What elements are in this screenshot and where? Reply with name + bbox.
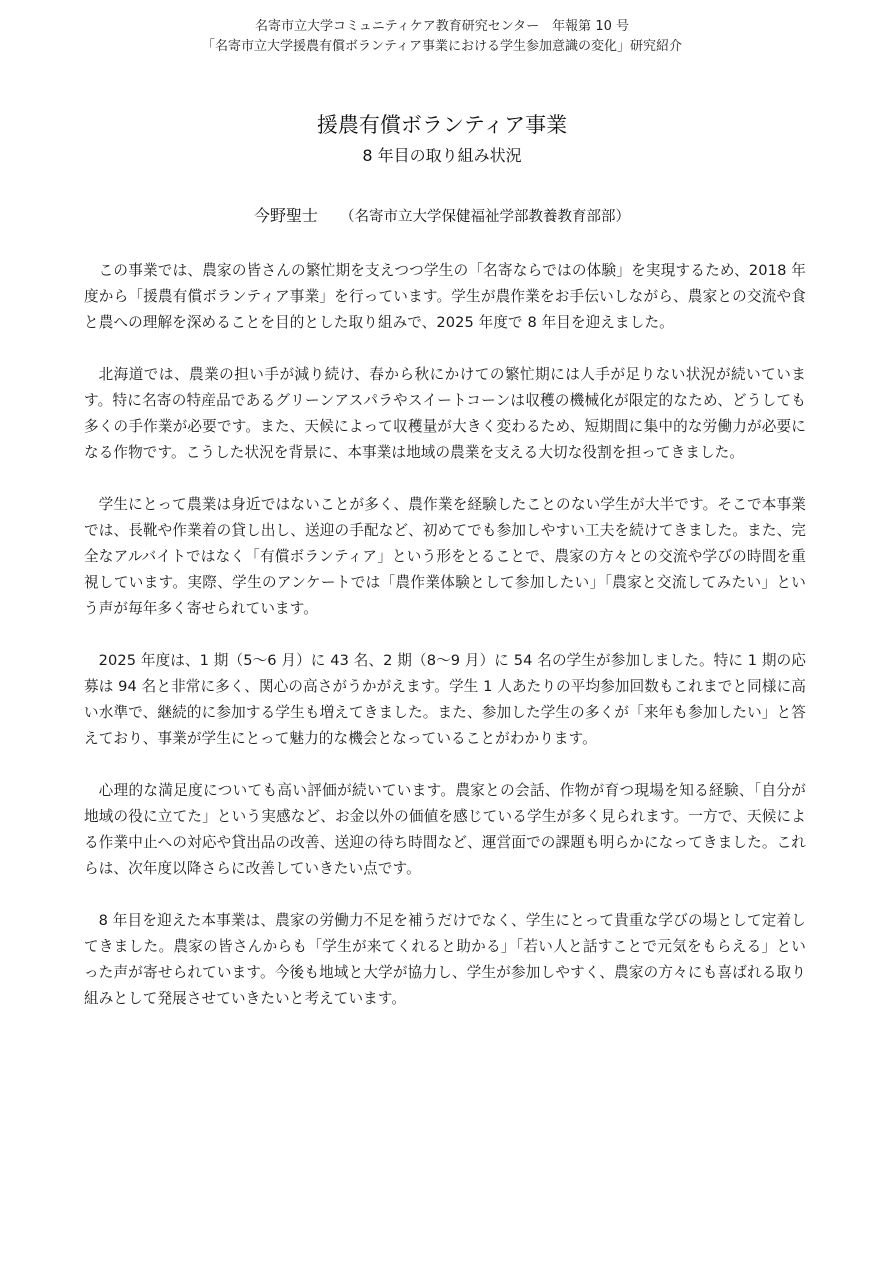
paragraph-background: 北海道では、農業の担い手が減り続け、春から秋にかけての繁忙期には人手が足りない状況が続いています。特に名寄の特産品であるグリーンアスパラやスイートコーンは収穫の機械化が限定的なため、どうしても多くの手作業が必要です。また、天候によって収穫量が大きく変わるため、短期間に集中的な労働力が必要になる作物です。こうした状況を背景に、本事業は地域の農業を支える大切な役割を担ってきました。	[84, 366, 806, 461]
paragraph-satisfaction: 心理的な満足度についても高い評価が続いています。農家との会話、作物が育つ現場を知る経験、「自分が地域の役に立てた」という実感など、お金以外の価値を感じている学生が多く見られます。一方で、天候による作業中止への対応や貸出品の改善、送迎の待ち時間など、運営面での課題も明らかになってきました。これらは、次年度以降さらに改善していきたい点です。	[84, 782, 806, 877]
paragraph-student-support: 学生にとって農業は身近ではないことが多く、農作業を経験したことのない学生が大半です。そこで本事業では、長靴や作業着の貸し出し、送迎の手配など、初めてでも参加しやすい工夫を続けてきました。また、完全なアルバイトではなく「有償ボランティア」という形をとることで、農家の方々との交流や学びの時間を重視しています。実際、学生のアンケートでは「農作業体験として参加したい」「農家と交流してみたい」という声が毎年多く寄せられています。	[84, 496, 806, 617]
author-name: 今野聖士	[253, 206, 318, 225]
article-body	[84, 258, 806, 1038]
page-header	[0, 17, 884, 57]
author-line	[0, 204, 884, 229]
document-title: 援農有償ボランティア事業	[316, 113, 568, 137]
document-subtitle: 8 年目の取り組み状況	[362, 146, 522, 165]
paragraph-conclusion: 8 年目を迎えた本事業は、農家の労働力不足を補うだけでなく、学生にとって貴重な学びの場として定着してきました。農家の皆さんからも「学生が来てくれると助かる」「若い人と話すことで元気をもらえる」といった声が寄せられています。今後も地域と大学が協力し、学生が参加しやすく、農家の方々にも喜ばれる取り組みとして発展させていきたいと考えています。	[84, 912, 806, 1007]
paragraph-intro: この事業では、農家の皆さんの繁忙期を支えつつ学生の「名寄ならではの体験」を実現するため、2018 年度から「援農有償ボランティア事業」を行っています。学生が農作業をお手伝いしながら、農家との交流や食と農への理解を深めることを目的とした取り組みで、2025 年度で 8 年目を迎えました。	[84, 262, 806, 331]
header-study-line: 「名寄市立大学援農有償ボランティア事業における学生参加意識の変化」研究紹介	[202, 39, 682, 54]
author-affiliation: （名寄市立大学保健福祉学部教養教育部部）	[340, 209, 630, 225]
header-journal-line: 名寄市立大学コミュニティケア教育研究センター 年報第 10 号	[255, 19, 629, 34]
paragraph-2025-results: 2025 年度は、1 期（5〜6 月）に 43 名、2 期（8〜9 月）に 54 名の学生が参加しました。特に 1 期の応募は 94 名と非常に多く、関心の高さがうかがえます。学生 1 人あたりの平均参加回数もこれまでと同様に高い水準で、継続的に参加する学生も増えてきました。また、参加した学生の多くが「来年も参加したい」と答えており、事業が学生にとって魅力的な機会となっていることがわかります。	[84, 652, 806, 747]
